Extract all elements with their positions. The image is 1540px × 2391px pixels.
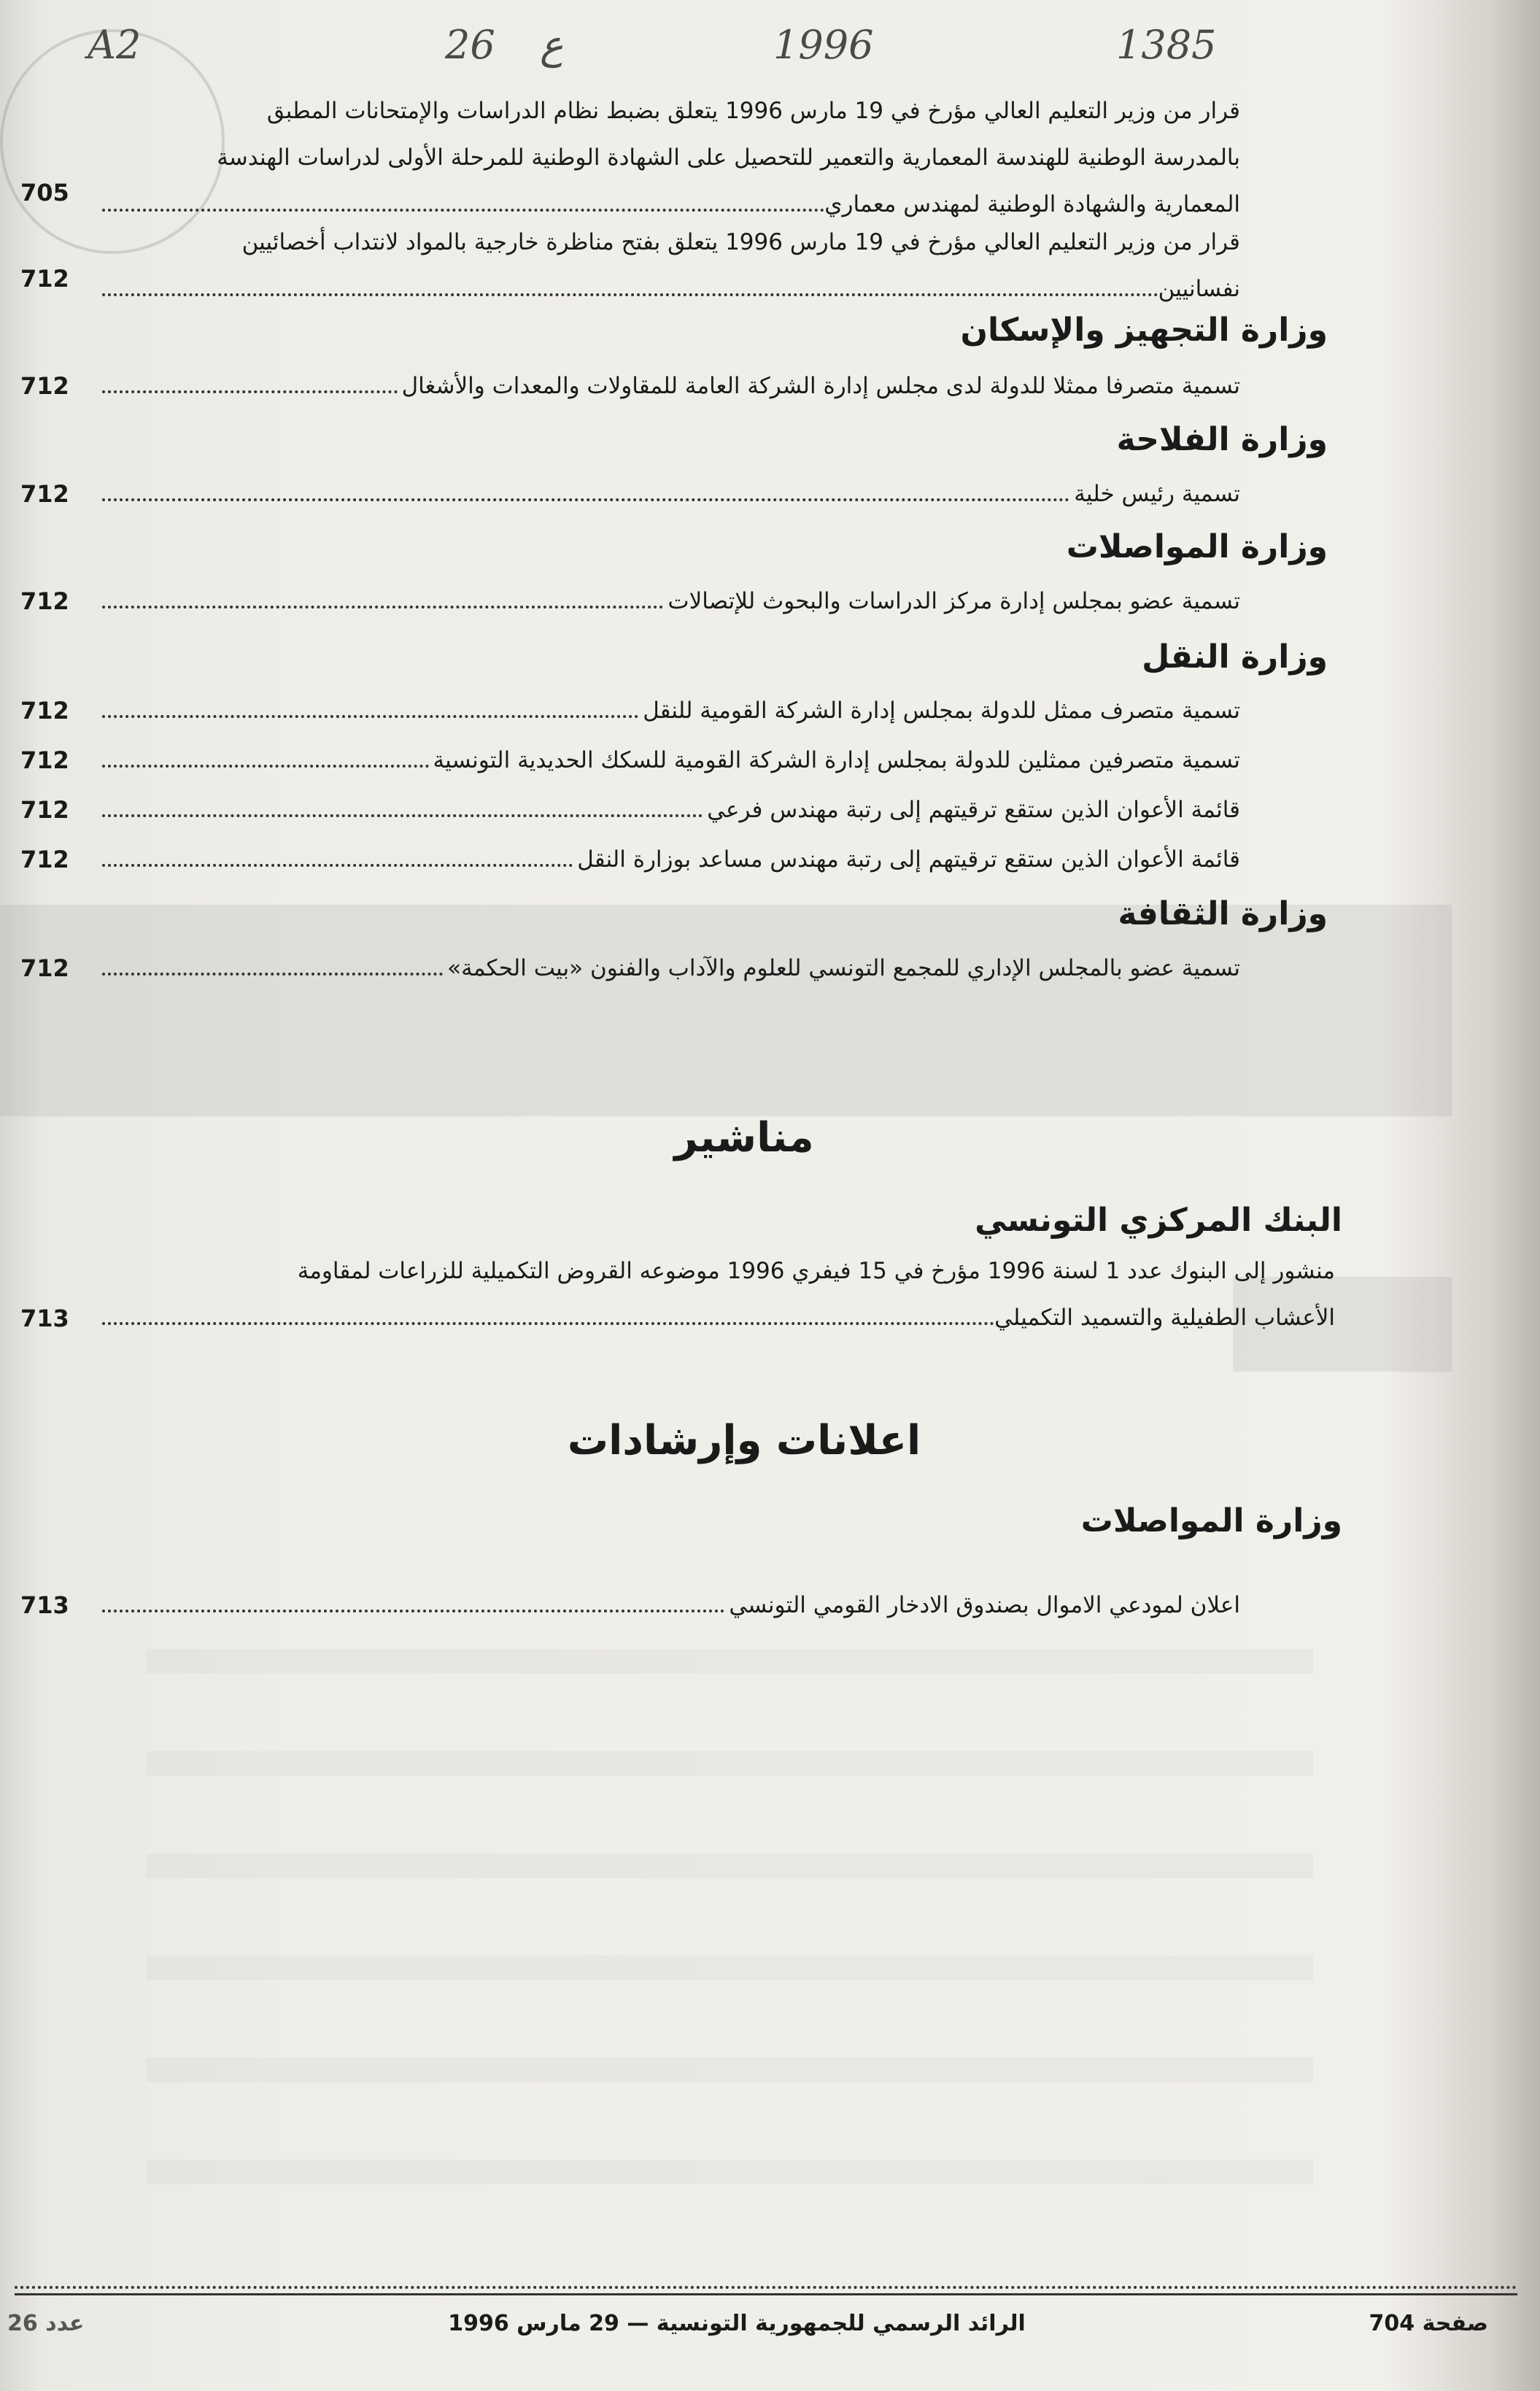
leader-dots <box>102 390 398 393</box>
entry-line: قرار من وزير التعليم العالي مؤرخ في 19 مارس 1996 يتعلق بضبط نظام الدراسات والإمتحانات المطبق <box>266 98 1240 124</box>
toc-entry[interactable] <box>102 219 1240 312</box>
leader-dots <box>102 606 663 609</box>
leader-dots <box>102 1610 724 1612</box>
leader-dots <box>102 765 429 768</box>
ghost-row <box>146 1853 1313 1878</box>
notices-title: اعلانات وإرشادات <box>567 1417 921 1464</box>
leader-dots <box>102 864 573 867</box>
footer-rule <box>15 2293 1517 2295</box>
leader-dots <box>102 209 824 212</box>
ghost-row <box>146 1955 1313 1980</box>
entry-text: تسمية متصرفا ممثلا للدولة لدى مجلس إدارة الشركة العامة للمقاولات والمعدات والأشغال <box>401 373 1240 399</box>
entry-text: تسمية عضو بمجلس إدارة مركز الدراسات والبحوث للإتصالات <box>668 588 1240 614</box>
page-number: 705 <box>20 179 69 206</box>
leader-dots <box>102 814 703 817</box>
page-number: 712 <box>20 746 69 774</box>
page-number: 712 <box>20 796 69 824</box>
page-number: 712 <box>20 846 69 873</box>
toc-entry[interactable] <box>102 836 1240 883</box>
entry-text: قائمة الأعوان الذين ستقع ترقيتهم إلى رتبة مهندس مساعد بوزارة النقل <box>577 846 1240 873</box>
entry-line: نفسانيين <box>1158 276 1240 302</box>
ghost-row <box>146 2058 1313 2082</box>
entry-line: الأعشاب الطفيلية والتسميد التكميلي <box>994 1305 1335 1331</box>
leader-dots <box>102 1322 994 1325</box>
entry-text: قائمة الأعوان الذين ستقع ترقيتهم إلى رتبة مهندس فرعي <box>707 797 1240 823</box>
footer-page-label: صفحة 704 <box>1369 2311 1488 2336</box>
toc-entry[interactable] <box>102 578 1240 625</box>
ghost-row <box>146 1751 1313 1776</box>
ministry-heading: وزارة الثقافة <box>1118 895 1328 932</box>
entry-text: اعلان لمودعي الاموال بصندوق الادخار القومي التونسي <box>729 1592 1240 1618</box>
page-number: 712 <box>20 480 69 508</box>
leader-dots <box>102 293 1158 296</box>
ghost-row <box>146 2160 1313 2185</box>
ministry-heading: وزارة النقل <box>1142 638 1328 676</box>
bank-heading: البنك المركزي التونسي <box>975 1202 1342 1239</box>
leader-dots <box>102 498 1069 501</box>
toc-entry[interactable] <box>102 88 1240 228</box>
page-number: 713 <box>20 1305 69 1332</box>
page-number: 712 <box>20 954 69 982</box>
entry-line: بالمدرسة الوطنية للهندسة المعمارية والتعمير للتحصيل على الشهادة الوطنية للمرحلة الأولى لدراسات الهندسة <box>217 144 1240 171</box>
toc-entry[interactable] <box>102 945 1240 992</box>
page-number: 712 <box>20 265 69 293</box>
ministry-heading: وزارة التجهيز والإسكان <box>960 312 1328 349</box>
toc-entry[interactable] <box>102 471 1240 517</box>
leader-dots <box>102 715 638 718</box>
entry-text: تسمية متصرفين ممثلين للدولة بمجلس إدارة الشركة القومية للسكك الحديدية التونسية <box>433 747 1240 773</box>
handwritten-mark: A2 <box>88 22 142 68</box>
toc-entry[interactable] <box>102 1248 1335 1341</box>
page-number: 712 <box>20 587 69 615</box>
toc-entry[interactable] <box>102 737 1240 784</box>
footer-journal: الرائد الرسمي للجمهورية التونسية — 29 مارس 1996 <box>448 2311 1026 2336</box>
toc-entry[interactable] <box>102 687 1240 734</box>
page-number: 713 <box>20 1591 69 1619</box>
entry-text: تسمية عضو بالمجلس الإداري للمجمع التونسي للعلوم والآداب والفنون «بيت الحكمة» <box>447 955 1240 981</box>
entry-line: المعمارية والشهادة الوطنية لمهندس معماري <box>824 191 1240 217</box>
circulars-title: مناشير <box>674 1114 814 1162</box>
ministry-heading: وزارة المواصلات <box>1080 1502 1342 1540</box>
leader-dots <box>102 973 443 976</box>
handwritten-issue: 26 <box>445 22 495 68</box>
entry-text: تسمية متصرف ممثل للدولة بمجلس إدارة الشركة القومية للنقل <box>643 698 1240 724</box>
toc-entry[interactable] <box>102 1582 1240 1629</box>
footer-issue: عدد 26 <box>7 2311 85 2336</box>
page-number: 712 <box>20 697 69 725</box>
handwritten-hijri: 1385 <box>1116 22 1217 68</box>
page-number: 712 <box>20 372 69 400</box>
ghost-row <box>146 1649 1313 1674</box>
handwritten-issue-stroke: ع <box>540 22 564 68</box>
ministry-heading: وزارة الفلاحة <box>1116 421 1328 458</box>
toc-entry[interactable] <box>102 787 1240 833</box>
toc-entry[interactable] <box>102 363 1240 409</box>
entry-line: قرار من وزير التعليم العالي مؤرخ في 19 مارس 1996 يتعلق بفتح مناظرة خارجية بالمواد لانتداب أخصائيين <box>241 229 1240 255</box>
entry-text: تسمية رئيس خلية <box>1074 481 1240 507</box>
footer-dotted-rule <box>15 2286 1517 2289</box>
entry-line: منشور إلى البنوك عدد 1 لسنة 1996 مؤرخ في 15 فيفري 1996 موضوعه القروض التكميلية للزراعات لمقاومة <box>297 1258 1335 1284</box>
handwritten-year: 1996 <box>773 22 874 68</box>
ministry-heading: وزارة المواصلات <box>1066 528 1328 565</box>
